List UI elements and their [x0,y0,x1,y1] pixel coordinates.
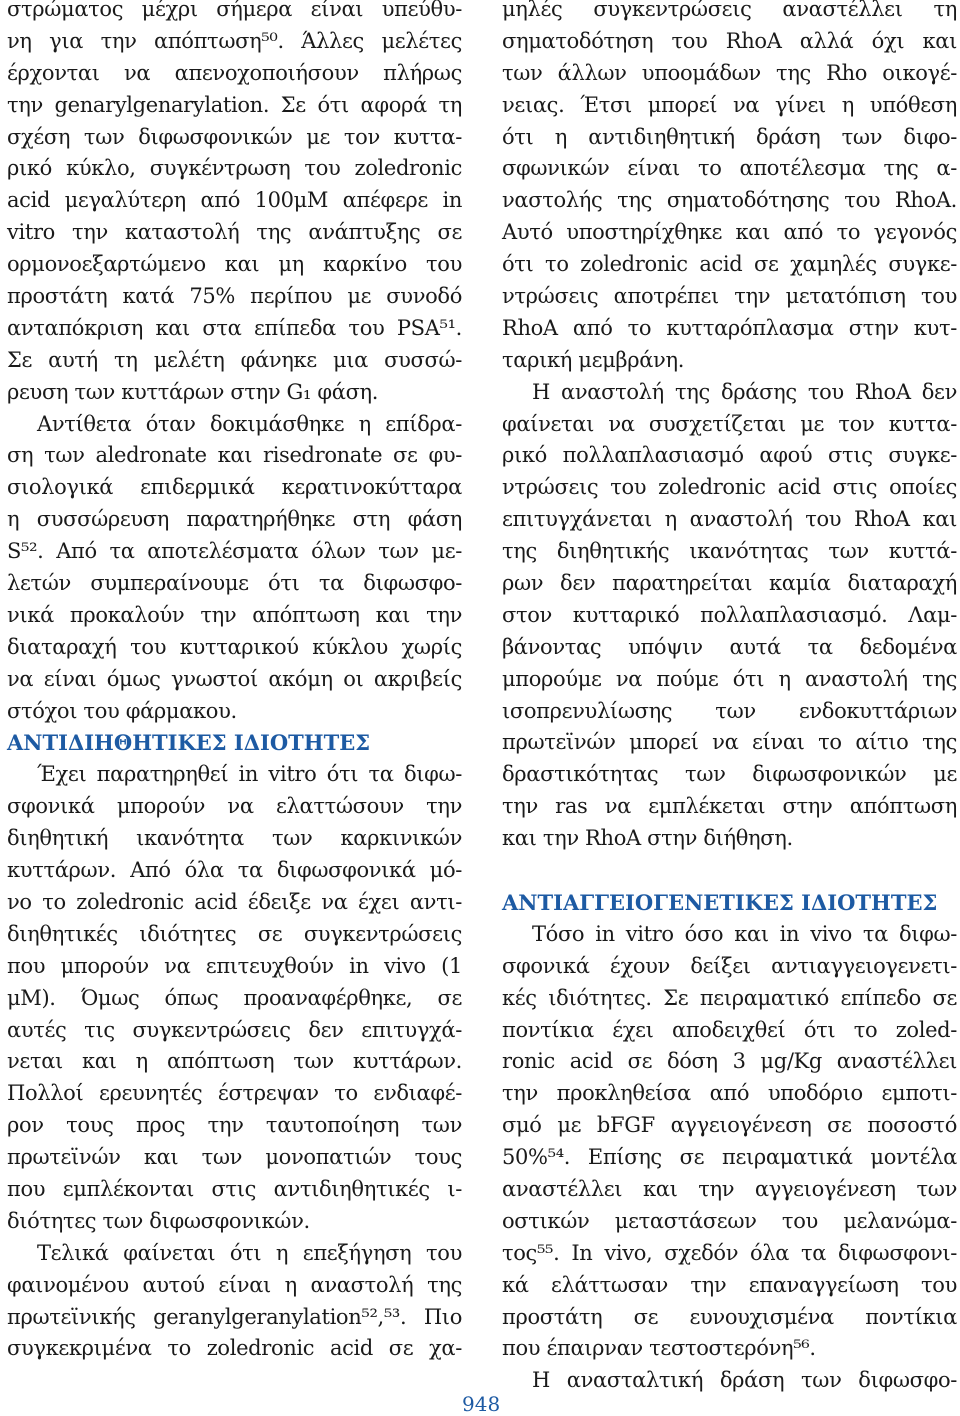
text-line: ρων δεν παρατηρείται καμία διαταραχή [502,571,957,596]
text-line: μΜ). Όμως όπως προαναφέρθηκε, σε [7,985,462,1010]
text-line: μπορούμε να πούμε ότι η αναστολή της [502,666,957,691]
text-line: ρικό πολλαπλασιασμό αφού στις συγκε- [502,443,957,468]
text-line: και την RhoA στην διήθηση. [502,826,793,851]
text-line: Αυτό υποστηρίχθηκε και από το γεγονός [502,220,957,245]
section-heading: ΑΝΤΙΑΓΓΕΙΟΓΕΝΕΤΙΚΕΣ ΙΔΙΟΤΗΤΕΣ [502,889,938,915]
text-line: οστικών μεταστάσεων του μελανώμα- [502,1208,957,1233]
text-line: στον κυτταρικό πολλαπλασιασμό. Λαμ- [502,602,957,627]
text-line: Σε αυτή τη μελέτη φάνηκε μια συσσώ- [7,347,462,372]
text-line: RhoA από το κυτταρόπλασμα στην κυτ- [502,315,957,340]
text-line: σφονικά μπορούν να ελαττώσουν την [7,794,462,819]
text-line: της διηθητικής ικανότητας των κυττά- [502,539,957,564]
text-line: Αντίθετα όταν δοκιμάσθηκε η επίδρα- [37,411,462,436]
text-line: ότι η αντιδιηθητική δράση των διφο- [502,124,957,149]
text-line: ποντίκια έχει αποδειχθεί ότι το zoled- [502,1017,957,1042]
text-line: νικά προκαλούν την απόπτωση και την [7,602,462,627]
text-line: ντρώσεις αποτρέπει την μετατόπιση του [502,284,957,309]
text-line: στρώματος μέχρι σήμερα είναι υπεύθυ- [7,0,462,21]
text-line: διηθητική ικανότητα των καρκινικών [7,826,462,851]
text-line: διότητες των διφωσφονικών. [7,1208,310,1233]
text-line: των άλλων υποομάδων της Rho οικογέ- [502,60,957,85]
text-line: σφονικά έχουν δείξει αντιαγγειογενετι- [502,953,957,978]
page-number: 948 [462,1392,501,1416]
text-line: συγκεκριμένα το zoledronic acid σε χα- [7,1336,462,1361]
text-line: ronic acid σε δόση 3 μg/Kg αναστέλλει [502,1049,957,1074]
text-line: Τελικά φαίνεται ότι η επεξήγηση του [37,1240,462,1265]
text-line: την genarylgenarylation. Σε ότι αφορά τη [7,92,462,117]
text-line: νο το zoledronic acid έδειξε να έχει αντι- [7,889,462,914]
text-line: προστάτη σε ευνουχισμένα ποντίκια [502,1304,957,1329]
text-line: acid μεγαλύτερη από 100μΜ απέφερε in [7,188,462,213]
text-line: σμό με bFGF αγγειογένεση σε ποσοστό [502,1113,957,1138]
text-line: αυτές τις συγκεντρώσεις δεν επιτυγχά- [7,1017,462,1042]
text-line: ταρική μεμβράνη. [502,347,685,372]
left-column [7,0,462,1365]
text-line: κές ιδιότητες. Σε πειραματικό επίπεδο σε [502,985,957,1010]
text-line: ναστολής της σηματοδότησης του RhoA. [502,188,957,213]
text-line: ότι το zoledronic acid σε χαμηλές συγκε- [502,252,957,277]
text-line: πρωτεϊνικής geranylgeranylation⁵²,⁵³. Πιο [7,1304,462,1329]
text-line: Έχει παρατηρηθεί in vitro ότι τα διφω- [37,762,462,787]
text-line: σφωνικών είναι το αποτέλεσμα της α- [502,156,957,181]
text-line: Η ανασταλτική δράση των διφωσφο- [532,1368,957,1393]
text-line: που μπορούν να επιτευχθούν in vivo (1 [7,953,462,978]
text-line: διηθητικές ιδιότητες σε συγκεντρώσεις [7,921,462,946]
text-line: σηματοδότηση του RhoA αλλά όχι και [502,28,957,53]
text-line: φαίνεται να συσχετίζεται με τον κυττα- [502,411,957,436]
text-line: ισοπρενυλίωσης των ενδοκυττάριων [502,698,957,723]
text-line: κά ελάττωσαν την επαναγγείωση του [502,1272,957,1297]
text-line: ορμονοεξαρτώμενο και μη καρκίνο του [7,252,462,277]
text-line: δραστικότητας των διφωσφονικών με [502,762,957,787]
text-line: 50%⁵⁴. Επίσης σε πειραματικά μοντέλα [502,1145,957,1170]
text-line: ρευση των κυττάρων στην G₁ φάση. [7,379,379,404]
section-heading: ΑΝΤΙΔΙΗΘΗΤΙΚΕΣ ΙΔΙΟΤΗΤΕΣ [7,730,371,756]
text-line: τος⁵⁵. In vivo, σχεδόν όλα τα διφωσφονι- [502,1240,957,1265]
text-line: πρωτεϊνών και των μονοπατιών τους [7,1145,462,1170]
right-column [502,0,957,1397]
text-line: ρικό κύκλο, συγκέντρωση του zoledronic [7,156,462,181]
text-line: αναστέλλει και την αγγειογένεση των [502,1176,957,1201]
text-line: ση των aledronate και risedronate σε φυ- [7,443,462,468]
text-line: σιολογικά επιδερμικά κερατινοκύτταρα [7,475,462,500]
text-line: λετών συμπεραίνουμε ότι τα διφωσφο- [7,571,462,596]
blank-line [502,855,957,887]
text-line: που εμπλέκονται στις αντιδιηθητικές ι- [7,1176,462,1201]
text-line: επιτυγχάνεται η αναστολή του RhoA και [502,507,957,532]
text-line: που έπαιρναν τεστοστερόνη⁵⁶. [502,1336,816,1361]
text-line: την προκληθείσα από υποδόριο εμποτι- [502,1081,957,1106]
text-line: έρχονται να απενοχοποιήσουν πλήρως [7,60,462,85]
text-line: φαινομένου αυτού είναι η αναστολή της [7,1272,462,1297]
text-line: βάνοντας υπόψιν αυτά τα δεδομένα [502,634,957,659]
text-line: νη για την απόπτωση⁵⁰. Άλλες μελέτες [7,28,462,53]
text-line: ντρώσεις του zoledronic acid στις οποίες [502,475,957,500]
text-line: vitro την καταστολή της ανάπτυξης σε [7,220,462,245]
text-line: ανταπόκριση και στα επίπεδα του PSA⁵¹. [7,315,462,340]
text-line: πρωτεϊνών μπορεί να είναι το αίτιο της [502,730,957,755]
text-line: Πολλοί ερευνητές έστρεψαν το ενδιαφέ- [7,1081,462,1106]
text-line: νειας. Έτσι μπορεί να γίνει η υπόθεση [502,92,957,117]
text-line: Τόσο in vitro όσο και in vivo τα διφω- [532,921,957,946]
text-line: S⁵². Από τα αποτελέσματα όλων των με- [7,539,462,564]
text-line: στόχοι του φάρμακου. [7,698,237,723]
text-line: ρον τους προς την ταυτοποίηση των [7,1113,462,1138]
text-line: κυττάρων. Από όλα τα διφωσφονικά μό- [7,858,462,883]
text-line: Η αναστολή της δράσης του RhoA δεν [532,379,957,404]
text-line: διαταραχή του κυτταρικού κύκλου χωρίς [7,634,462,659]
text-line: την ras να εμπλέκεται στην απόπτωση [502,794,957,819]
text-line: μηλές συγκεντρώσεις αναστέλλει τη [502,0,957,21]
text-line: σχέση των διφωσφονικών με τον κυττα- [7,124,462,149]
text-line: νεται και η απόπτωση των κυττάρων. [7,1049,462,1074]
text-line: να είναι όμως γνωστοί ακόμη οι ακριβείς [7,666,462,691]
text-line: προστάτη κατά 75% περίπου με συνοδό [7,284,462,309]
text-line: η συσσώρευση παρατηρήθηκε στη φάση [7,507,462,532]
